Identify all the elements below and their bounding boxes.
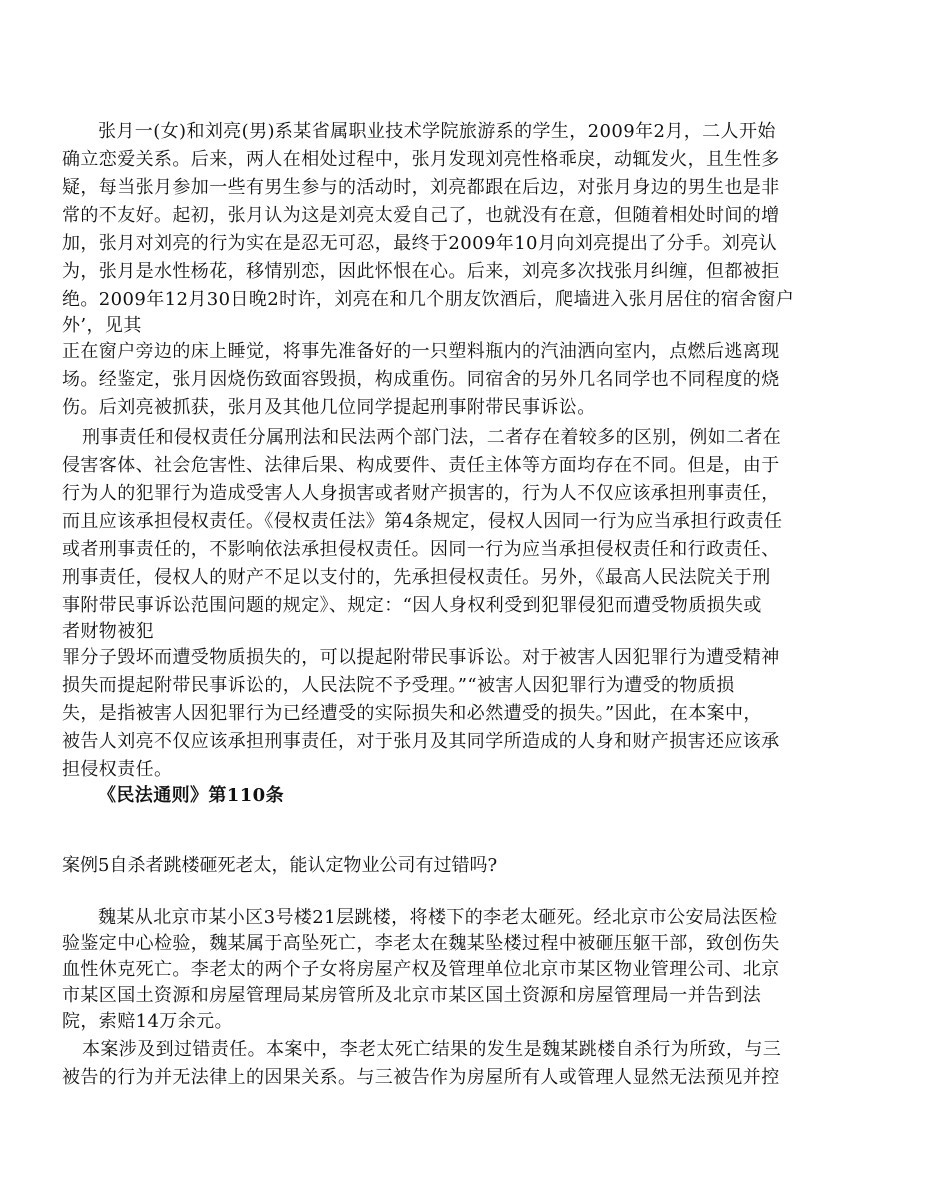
case-5-analysis-line: 被告的行为并无法律上的因果关系。与三被告作为房屋所有人或管理人显然无法预见并控 xyxy=(62,1067,780,1088)
case-5-title: 案例5自杀者跳楼砸死老太，能认定物业公司有过错吗? xyxy=(62,855,498,876)
case-a-line: 张月一(女)和刘亮(男)系某省属职业技术学院旅游系的学生，2009年2月，二人开始 xyxy=(98,121,776,142)
case-a-line: 加，张月对刘亮的行为实在是忍无可忍，最终于2009年10月向刘亮提出了分手。刘亮认 xyxy=(62,233,778,254)
case-a-line: 伤。后刘亮被抓获，张月及其他几位同学提起刑事附带民事诉讼。 xyxy=(62,397,596,418)
case-a-analysis-line: 者财物被犯 xyxy=(62,621,154,642)
case-a-line: 疑，每当张月参加一些有男生参与的活动时，刘亮都跟在后边，对张月身边的男生也是非 xyxy=(62,177,780,198)
case-a-line: 绝。2009年12月30日晚2时许，刘亮在和几个朋友饮酒后，爬墙进入张月居住的宿舍窗户 xyxy=(62,289,795,310)
case-a-line: 外’，见其 xyxy=(62,315,142,336)
case-5-facts-line: 魏某从北京市某小区3号楼21层跳楼，将楼下的李老太砸死。经北京市公安局法医检 xyxy=(98,907,778,928)
case-a-line: 常的不友好。起初，张月认为这是刘亮太爱自己了，也就没有在意，但随着相处时间的增 xyxy=(62,205,780,226)
case-a-analysis-line: 侵害客体、社会危害性、法律后果、构成要件、责任主体等方面均存在不同。但是，由于 xyxy=(62,455,780,476)
case-5-facts-line: 验鉴定中心检验，魏某属于高坠死亡，李老太在魏某坠楼过程中被砸压躯干部，致创伤失 xyxy=(62,933,780,954)
case-a-line: 为，张月是水性杨花，移情别恋，因此怀恨在心。后来，刘亮多次找张月纠缠，但都被拒 xyxy=(62,261,780,282)
case-a-analysis-line: 事附带民事诉讼范围问题的规定》、规定：“因人身权利受到犯罪侵犯而遭受物质损失或 xyxy=(62,595,762,616)
case-a-analysis-line: 失，是指被害人因犯罪行为已经遭受的实际损失和必然遭受的损失。”因此，在本案中， xyxy=(62,703,762,724)
case-a-analysis-line: 损失而提起附带民事诉讼的，人民法院不予受理。”“被害人因犯罪行为遭受的物质损 xyxy=(62,675,735,696)
case-a-analysis-line: 刑事责任和侵权责任分属刑法和民法两个部门法，二者存在着较多的区别，例如二者在 xyxy=(82,427,782,448)
case-a-line: 场。经鉴定，张月因烧伤致面容毁损，构成重伤。同宿舍的另外几名同学也不同程度的烧 xyxy=(62,369,780,390)
case-a-analysis-line: 或者刑事责任的，不影响依法承担侵权责任。因同一行为应当承担侵权责任和行政责任、 xyxy=(62,539,780,560)
case-a-analysis-line: 刑事责任，侵权人的财产不足以支付的，先承担侵权责任。另外，《最高人民法院关于刑 xyxy=(62,567,771,588)
case-a-analysis-line: 担侵权责任。 xyxy=(62,759,173,780)
case-a-line: 正在窗户旁边的床上睡觉，将事先准备好的一只塑料瓶内的汽油洒向室内，点燃后逃离现 xyxy=(62,341,780,362)
case-5-analysis-line: 本案涉及到过错责任。本案中，李老太死亡结果的发生是魏某跳楼自杀行为所致，与三 xyxy=(82,1039,782,1060)
case-a-analysis-line: 行为人的犯罪行为造成受害人人身损害或者财产损害的，行为人不仅应该承担刑事责任， xyxy=(62,483,780,504)
case-a-analysis-line: 被告人刘亮不仅应该承担刑事责任，对于张月及其同学所造成的人身和财产损害还应该承 xyxy=(62,731,780,752)
case-5-facts-line: 血性休克死亡。李老太的两个子女将房屋产权及管理单位北京市某区物业管理公司、北京 xyxy=(62,959,780,980)
case-a-analysis-line: 而且应该承担侵权责任。《侵权责任法》第4条规定，侵权人因同一行为应当承担行政责任 xyxy=(62,511,783,532)
law-reference: 《民法通则》第110条 xyxy=(98,785,284,806)
case-a-line: 确立恋爱关系。后来，两人在相处过程中，张月发现刘亮性格乖戾，动辄发火，且生性多 xyxy=(62,149,780,170)
case-5-facts-line: 市某区国土资源和房屋管理局某房管所及北京市某区国土资源和房屋管理局一并告到法 xyxy=(62,985,762,1006)
case-a-analysis-line: 罪分子毁坏而遭受物质损失的，可以提起附带民事诉讼。对于被害人因犯罪行为遭受精神 xyxy=(62,647,780,668)
case-5-facts-line: 院，索赔14万余元。 xyxy=(62,1011,233,1032)
